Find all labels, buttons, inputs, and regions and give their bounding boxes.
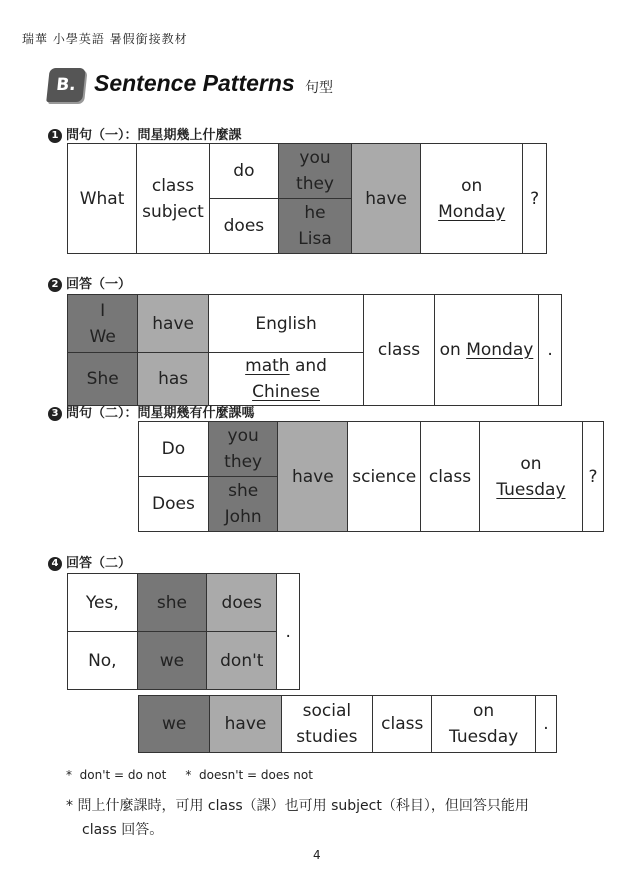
cell-on-monday	[421, 144, 523, 254]
cell-she: she	[137, 574, 207, 632]
pattern-4-answer-table	[138, 695, 557, 753]
cell-on-tuesday	[479, 422, 582, 532]
pattern-2-table	[67, 294, 562, 406]
cell-have: have	[278, 422, 348, 532]
pattern-1-label	[48, 124, 242, 143]
cell-no: No,	[68, 632, 138, 690]
cell-does: Does	[139, 477, 209, 532]
word-social: social	[302, 701, 352, 721]
cell-does: does	[209, 199, 278, 254]
pattern-3-table	[138, 421, 604, 532]
cell-have: have	[352, 144, 421, 254]
cell-period: .	[277, 574, 300, 690]
section-subtitle: 句型	[305, 80, 333, 96]
note-contractions: * don't = do not * doesn't = does not	[66, 768, 313, 782]
cell-i-we	[68, 295, 138, 353]
word-you: you	[227, 426, 259, 446]
cell-english: English	[208, 295, 363, 353]
cell-you-they	[278, 144, 351, 199]
page-number: 4	[313, 848, 321, 862]
word-lisa: Lisa	[298, 229, 332, 249]
cell-class-subject	[137, 144, 210, 254]
pattern-3-label	[48, 402, 255, 421]
number-badge: 4	[48, 557, 62, 571]
word-she: she	[228, 481, 259, 501]
cell-have: have	[210, 696, 281, 753]
pattern-3-label-text: 問句（二）：問星期幾有什麼課嗎	[66, 406, 255, 421]
cell-class: class	[373, 696, 432, 753]
word-they: they	[296, 174, 334, 194]
cell-period: .	[539, 295, 562, 406]
word-i: I	[100, 300, 106, 321]
cell-math-and-chinese	[208, 353, 363, 406]
note-class-subject: * 問上什麼課時，可用 class（課）也可用 subject（科目），但回答只能用	[66, 798, 529, 814]
cell-we: we	[137, 632, 207, 690]
word-you: you	[299, 148, 331, 168]
cell-class: class	[364, 295, 435, 406]
cell-period: .	[535, 696, 556, 753]
cell-dont: don't	[207, 632, 277, 690]
word-on: on	[439, 340, 461, 360]
note-class-subject-cont: class 回答。	[82, 822, 164, 838]
word-monday: Monday	[466, 340, 534, 360]
word-they: they	[224, 452, 263, 472]
pattern-2-label	[48, 273, 131, 292]
cell-you-they	[208, 422, 278, 477]
pattern-4-table	[67, 573, 300, 690]
number-badge: 1	[48, 129, 62, 143]
word-on: on	[461, 175, 483, 196]
cell-we: we	[139, 696, 210, 753]
cell-she: She	[68, 353, 138, 406]
cell-class: class	[421, 422, 480, 532]
pattern-1-label-text: 問句（一）：問星期幾上什麼課	[66, 128, 242, 143]
cell-question-mark: ?	[523, 144, 547, 254]
cell-do: do	[209, 144, 278, 199]
cell-have: have	[138, 295, 209, 353]
word-studies: studies	[296, 727, 358, 747]
word-monday: Monday	[438, 201, 506, 222]
pattern-2-label-text: 回答（一）	[66, 277, 132, 292]
word-and: and	[294, 356, 327, 376]
cell-he-lisa	[278, 199, 351, 254]
cell-has: has	[138, 353, 209, 406]
pattern-1-table	[67, 143, 547, 254]
cell-does: does	[207, 574, 277, 632]
word-tuesday: Tuesday	[496, 479, 566, 500]
cell-yes: Yes,	[68, 574, 138, 632]
cell-science: science	[348, 422, 421, 532]
cell-on-monday	[434, 295, 538, 406]
number-badge: 3	[48, 407, 62, 421]
word-math: math	[245, 356, 290, 376]
pattern-4-label	[48, 552, 131, 571]
word-class: class	[151, 175, 195, 196]
word-subject: subject	[142, 201, 204, 222]
cell-question-mark: ?	[583, 422, 604, 532]
word-on: on	[520, 453, 542, 474]
word-we: We	[89, 326, 116, 347]
book-header: 瑞華 小學英語 暑假銜接教材	[22, 32, 188, 46]
cell-what: What	[68, 144, 137, 254]
word-chinese: Chinese	[252, 382, 321, 402]
pattern-4-label-text: 回答（二）	[66, 556, 132, 571]
section-badge: B.	[46, 68, 86, 102]
cell-she-john	[208, 477, 278, 532]
section-title: Sentence Patterns	[94, 70, 295, 96]
number-badge: 2	[48, 278, 62, 292]
cell-do: Do	[139, 422, 209, 477]
cell-on-tuesday: on Tuesday	[432, 696, 535, 753]
cell-social-studies	[281, 696, 372, 753]
word-he: he	[304, 203, 326, 223]
word-john: John	[224, 507, 262, 527]
